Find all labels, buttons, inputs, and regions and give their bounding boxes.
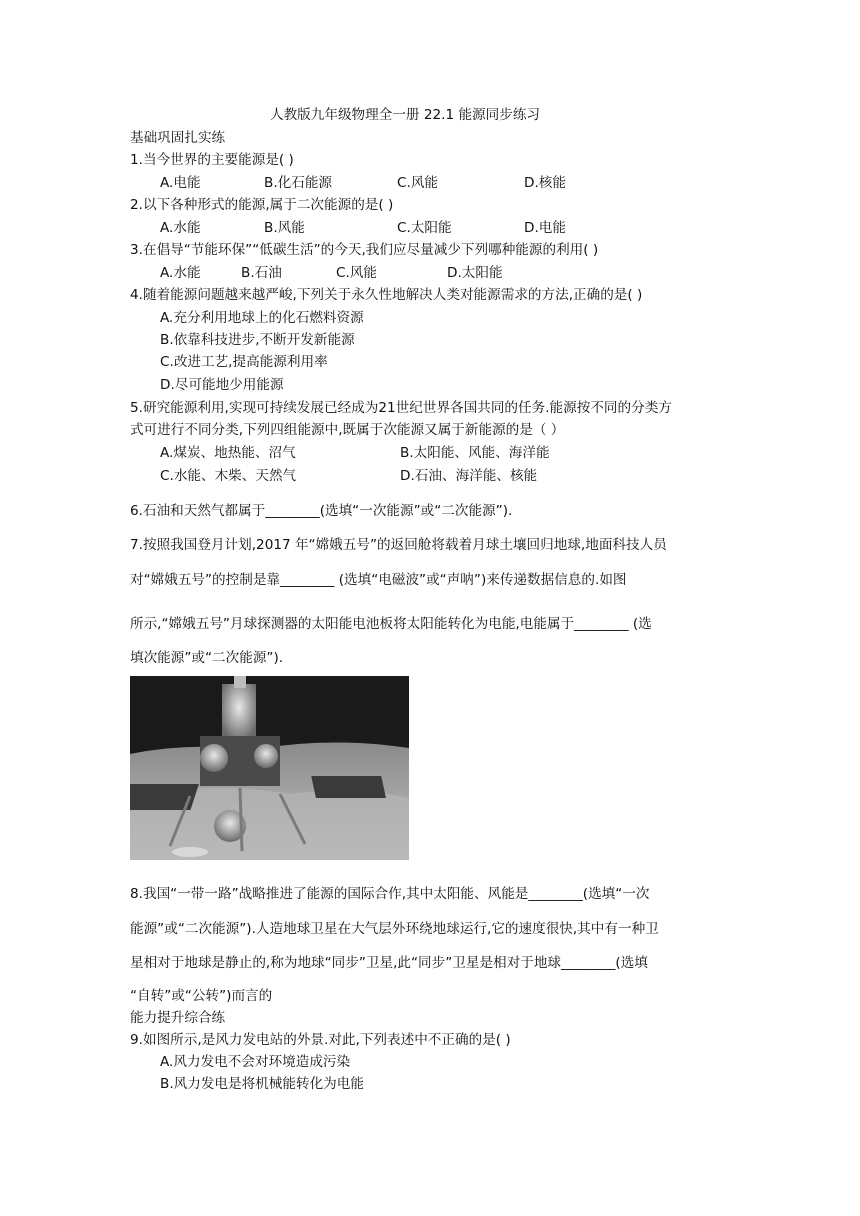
question-7-line-3: 所示,“嫦娥五号”月球探测器的太阳能电池板将太阳能转化为电能,电能属于________ (选 (130, 616, 652, 632)
q5-option-c: C.水能、木柴、天然气 (160, 468, 297, 484)
q1-option-b: B.化石能源 (264, 175, 333, 191)
question-4: 4.随着能源问题越来越严峻,下列关于永久性地解决人类对能源需求的方法,正确的是( ) (130, 287, 643, 303)
q4-option-a: A.充分利用地球上的化石燃料资源 (160, 310, 364, 326)
q4-option-d: D.尽可能地少用能源 (160, 377, 284, 393)
question-1: 1.当今世界的主要能源是( ) (130, 152, 294, 168)
q5-option-d: D.石油、海洋能、核能 (400, 468, 538, 484)
q9-option-a: A.风力发电不会对环境造成污染 (160, 1054, 351, 1070)
question-7-line-4: 填次能源”或“二次能源”). (130, 650, 284, 666)
question-5-line-1: 5.研究能源利用,实现可持续发展已经成为21世纪世界各国共同的任务.能源按不同的分类方 (130, 400, 672, 416)
q1-option-d: D.核能 (524, 175, 566, 191)
question-8-line-1: 8.我国“一带一路”战略推进了能源的国际合作,其中太阳能、风能是________(选填“一次 (130, 886, 650, 902)
question-5-line-2: 式可进行不同分类,下列四组能源中,既属于次能源又属于新能源的是（ ） (130, 422, 565, 438)
q2-option-a: A.水能 (160, 220, 201, 236)
question-9: 9.如图所示,是风力发电站的外景.对此,下列表述中不正确的是( ) (130, 1032, 511, 1048)
q5-option-b: B.太阳能、风能、海洋能 (400, 445, 550, 461)
q4-option-b: B.依靠科技进步,不断开发新能源 (160, 332, 355, 348)
q2-option-b: B.风能 (264, 220, 305, 236)
question-3: 3.在倡导“节能环保”“低碳生活”的今天,我们应尽量减少下列哪种能源的利用( ) (130, 242, 599, 258)
question-7-line-2: 对“嫦娥五号”的控制是靠________ (选填“电磁波”或“声呐”)来传递数据信息的.如图 (130, 572, 627, 588)
q9-option-b: B.风力发电是将机械能转化为电能 (160, 1076, 364, 1092)
question-7-line-1: 7.按照我国登月计划,2017 年“嫦娥五号”的返回舱将载着月球土壤回归地球,地面科技人员 (130, 537, 667, 553)
q4-option-c: C.改进工艺,提高能源利用率 (160, 354, 328, 370)
q3-option-c: C.风能 (336, 265, 378, 281)
section-heading-advanced: 能力提升综合练 (130, 1010, 226, 1026)
question-8-line-4: “自转”或“公转”)而言的 (130, 988, 273, 1004)
q3-option-a: A.水能 (160, 265, 201, 281)
q1-option-a: A.电能 (160, 175, 201, 191)
question-2: 2.以下各种形式的能源,属于二次能源的是( ) (130, 197, 394, 213)
page-title: 人教版九年级物理全一册 22.1 能源同步练习 (270, 107, 541, 123)
q1-option-c: C.风能 (397, 175, 439, 191)
question-6: 6.石油和天然气都属于________(选填“一次能源”或“二次能源”). (130, 503, 513, 519)
question-8-line-3: 星相对于地球是静止的,称为地球“同步”卫星,此“同步”卫星是相对于地球________(选填 (130, 955, 648, 971)
section-heading-basic: 基础巩固扎实练 (130, 130, 226, 146)
q3-option-b: B.石油 (241, 265, 282, 281)
q5-option-a: A.煤炭、地热能、沼气 (160, 445, 296, 461)
q3-option-d: D.太阳能 (447, 265, 503, 281)
q2-option-c: C.太阳能 (397, 220, 452, 236)
lunar-lander-photo (130, 676, 409, 860)
q2-option-d: D.电能 (524, 220, 566, 236)
question-8-line-2: 能源”或“二次能源”).人造地球卫星在大气层外环绕地球运行,它的速度很快,其中有一种卫 (130, 921, 659, 937)
